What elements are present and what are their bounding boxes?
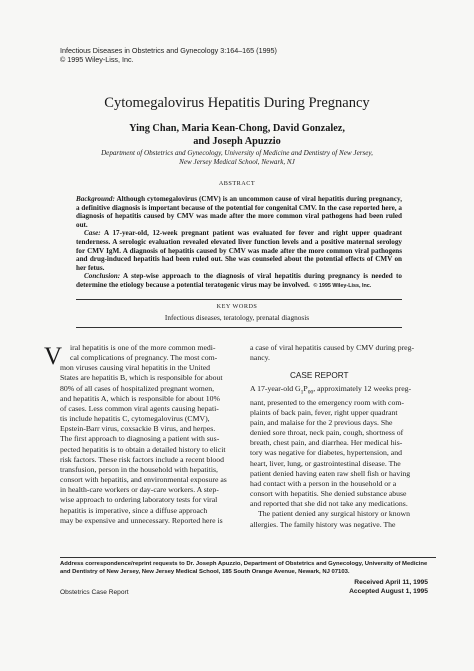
keywords-text: Infectious diseases, teratology, prenatal diagnosis — [164, 313, 310, 322]
text-line: allergies. The family history was negative. The — [250, 519, 396, 529]
text-line: may be expensive and unnecessary. Reported here is — [60, 515, 223, 525]
abstract-conclusion — [76, 272, 402, 290]
case-text: A 17-year-old, 12-week pregnant patient was evaluated for fever and right upper quadrant tenderness. A serologic evaluation revealed elevated liver function levels and a positive maternal serology for CMV IgM. A diagnosis of hepatitis caused by CMV was made after the more common viral pathogens and drug-induced hepatitis had been ruled out. She was counseled about the potential effects of CMV on her fetus. — [76, 229, 402, 272]
text-line: hepatitis is imperative, since a diffuse approach — [60, 505, 208, 515]
text-line: The patient denied any surgical history or known — [258, 509, 411, 519]
abstract-heading: ABSTRACT — [218, 180, 256, 187]
background-text: Although cytomegalovirus (CMV) is an uncommon cause of viral hepatitis during pregnancy, a definitive diagnosis is important because of the potential for congenital CMV. In the case reported here, a diagnosis of hepatitis caused by CMV was made after the more common viral pathogens had been ruled out. — [76, 195, 402, 229]
case-label: Case: — [84, 229, 101, 238]
text-line: and reported that she did not take any medications. — [250, 499, 408, 509]
drop-cap: V — [44, 343, 63, 370]
conclusion-text: A step-wise approach to the diagnosis of viral hepatitis during pregnancy is needed to determine the etiology because a potential teratogenic virus may be involved. — [76, 272, 402, 289]
dates-block — [349, 578, 428, 597]
keywords-bottom-rule — [76, 327, 402, 328]
text-line: had contact with a person in the household or a — [250, 478, 397, 488]
text-line: The first approach to diagnosing a patient with sus- — [60, 434, 220, 444]
text-line: A 17-year-old $G_1P_{00}$, approximately 12 weeks preg- — [250, 384, 412, 396]
text-line: consort with hepatitis, and environmental exposure as — [60, 475, 227, 485]
abstract-rights: © 1995 Wiley-Liss, Inc. — [313, 282, 372, 289]
case-report-heading: CASE REPORT — [290, 371, 349, 380]
text-line: pain, and malaise for the 2 previous days. She — [250, 418, 393, 428]
received-date: Received April 11, 1995 — [354, 579, 428, 586]
text-line: breath, chest pain, and diarrhea. Her medical his- — [250, 438, 403, 448]
text-line: mon viruses causing viral hepatitis in the United — [60, 363, 211, 373]
journal-header — [60, 46, 277, 64]
text-line: States are hepatitis B, which is responsible for about — [60, 373, 223, 383]
abstract-background — [76, 195, 402, 229]
text-line: nant, presented to the emergency room with com- — [250, 397, 404, 407]
text-line: denied sore throat, neck pain, cough, shortness of — [250, 428, 404, 438]
case-report-body — [250, 384, 450, 530]
abstract-body — [76, 195, 402, 291]
text-line: of cases. Less common viral agents causing hepati- — [60, 403, 219, 413]
left-column — [60, 343, 263, 526]
text-line: and hepatitis A, which is responsible for about 10% — [60, 393, 220, 403]
text-line: pected hepatitis is to obtain a detailed history to elicit — [60, 444, 226, 454]
text-line: 80% of all cases of hospitalized pregnant women, — [60, 383, 215, 393]
affiliation — [84, 149, 390, 167]
text-line: nancy. — [250, 353, 270, 363]
text-line: consort with hepatitis. She denied substance abuse — [250, 489, 407, 499]
text-line: transfusion, person in the household with hepatitis, — [60, 464, 218, 474]
text-line: plaints of back pain, fever, right upper quadrant — [250, 407, 398, 417]
author-list — [0, 122, 474, 148]
text-line: patient denied having eaten raw shell fish or having — [250, 468, 411, 478]
background-label: Background: — [76, 195, 115, 203]
affiliation-line-1: Department of Obstetrics and Gynecology, University of Medicine and Dentistry of New Jersey, — [101, 149, 373, 157]
accepted-date: Accepted August 1, 1995 — [349, 588, 428, 596]
text-line: in health-care workers or day-care workers. A step- — [60, 485, 219, 495]
affiliation-line-2: New Jersey Medical School, Newark, NJ — [179, 158, 295, 167]
text-line: tory was negative for diabetes, hypertension, and — [250, 448, 402, 458]
text-line: risk factors. These risk factors include a recent blood — [60, 454, 225, 464]
text-line: iral hepatitis is one of the more common medi- — [70, 343, 216, 352]
text-line: a case of viral hepatitis caused by CMV during preg- — [250, 343, 415, 352]
text-line: Epstein-Barr virus, coxsackie B virus, and herpes. — [60, 424, 216, 434]
conclusion-label: Conclusion: — [84, 272, 121, 281]
author-line-2: and Joseph Apuzzio — [193, 136, 281, 147]
text-line: heart, liver, lung, or gastrointestinal disease. The — [250, 458, 401, 468]
article-title: Cytomegalovirus Hepatitis During Pregnancy — [104, 95, 370, 111]
footnote-rule — [60, 557, 436, 558]
correspondence-footnote: Address correspondence/reprint requests to Dr. Joseph Apuzzio, Department of Obstetrics and Gynecology, University of Medicine and Dentistry of New Jersey, New Jersey Medical School, 185 South Orange Avenue, Newark, NJ 07103. — [60, 561, 428, 575]
journal-copyright: © 1995 Wiley-Liss, Inc. — [60, 55, 134, 64]
abstract-case — [76, 229, 402, 272]
text-line: wise approach to ordering laboratory tests for viral — [60, 495, 218, 505]
section-label: Obstetrics Case Report — [60, 589, 129, 596]
right-column — [250, 343, 450, 363]
text-line: cal complications of pregnancy. The most com- — [70, 353, 218, 363]
keywords-heading: KEY WORDS — [216, 303, 258, 310]
text-line: tis include hepatitis C, cytomegalovirus (CMV), — [60, 414, 210, 424]
author-line-1: Ying Chan, Maria Kean-Chong, David Gonzalez, — [129, 123, 345, 134]
journal-citation: Infectious Diseases in Obstetrics and Gynecology 3:164–165 (1995) — [60, 46, 277, 55]
keywords-top-rule — [76, 299, 402, 300]
